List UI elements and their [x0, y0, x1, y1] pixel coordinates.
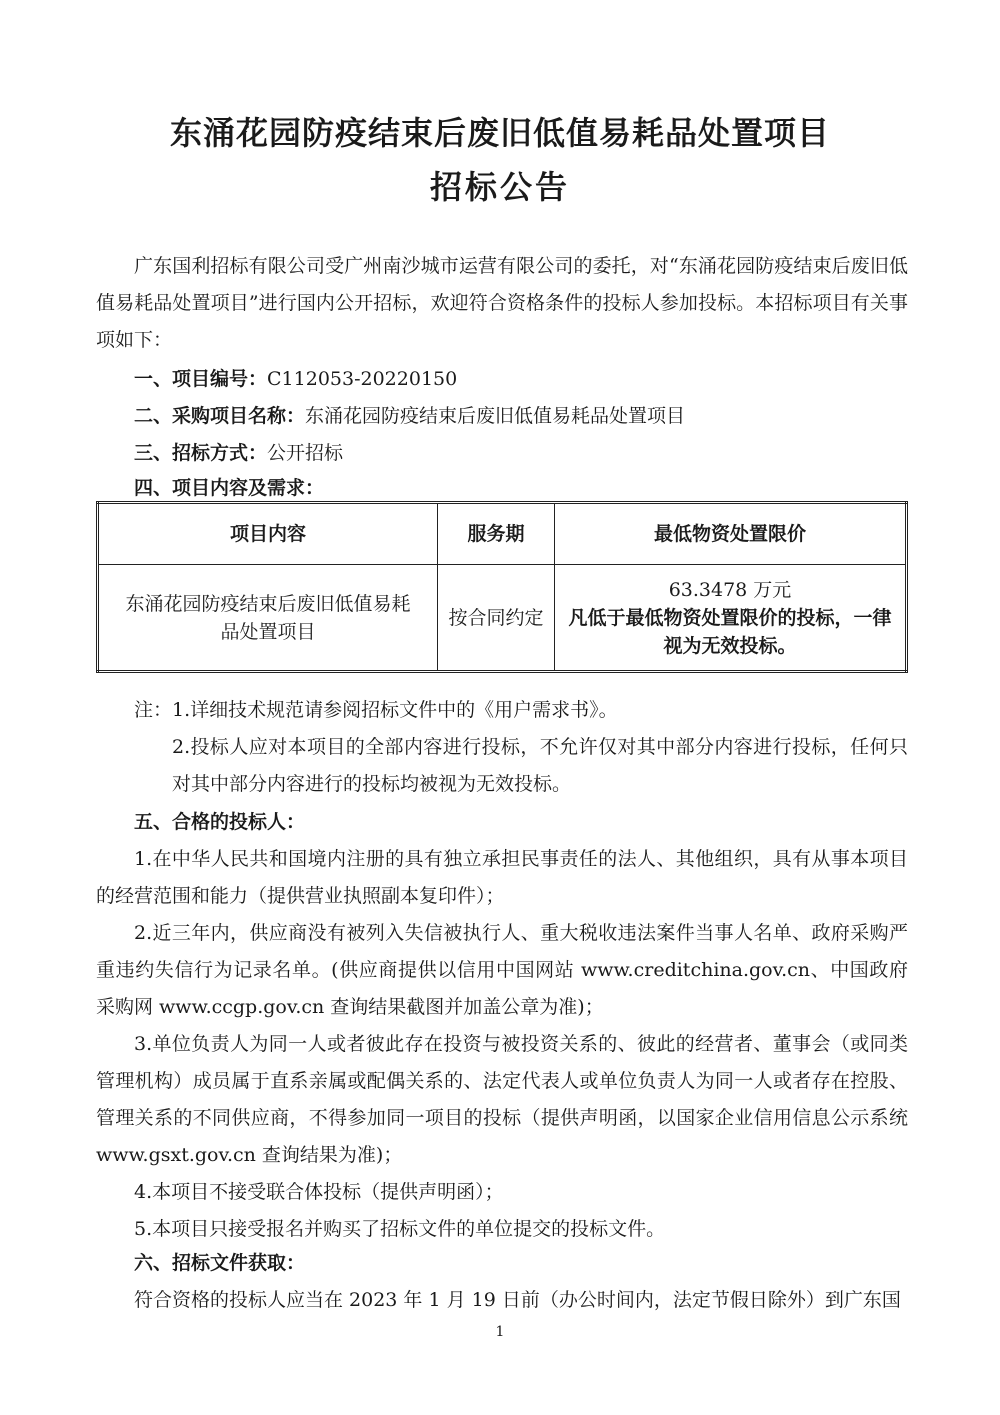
- requirements-table: [96, 501, 908, 673]
- acquisition-text: 符合资格的投标人应当在 2023 年 1 月 19 日前（办公时间内，法定节假日除外）到广东国: [134, 1289, 901, 1311]
- table-header-row: [98, 503, 907, 565]
- section-label: 三、招标方式：: [134, 442, 268, 464]
- table-header: 服务期: [438, 503, 555, 565]
- note-2: 2.投标人应对本项目的全部内容进行投标，不允许仅对其中部分内容进行投标，任何只对其中部分内容进行的投标均被视为无效投标。: [172, 736, 908, 795]
- qualification-5: 5.本项目只接受报名并购买了招标文件的单位提交的投标文件。: [134, 1218, 666, 1240]
- section-bid-method: [134, 438, 343, 465]
- document-title: 东涌花园防疫结束后废旧低值易耗品处置项目: [169, 114, 830, 152]
- price-limit-amount: 63.3478 万元: [668, 578, 792, 601]
- bid-method: 公开招标: [267, 442, 344, 464]
- section-qualified-bidders: 五、合格的投标人：: [134, 811, 306, 833]
- section-project-name: [134, 401, 685, 428]
- section-label: 二、采购项目名称：: [134, 405, 306, 427]
- table-cell: [555, 565, 907, 672]
- table-header: 项目内容: [98, 503, 438, 565]
- project-name: 东涌花园防疫结束后废旧低值易耗品处置项目: [305, 405, 686, 427]
- page-number: 1: [495, 1324, 505, 1340]
- section-label: 一、项目编号：: [134, 368, 268, 390]
- intro-paragraph: 广东国利招标有限公司受广州南沙城市运营有限公司的委托，对“东涌花园防疫结束后废旧低值易耗品处置项目”进行国内公开招标，欢迎符合资格条件的投标人参加投标。本招标项目有关事项如下：: [96, 255, 908, 351]
- project-number: C112053-20220150: [267, 368, 458, 390]
- table-row: [98, 565, 907, 672]
- section-project-requirements: 四、项目内容及需求：: [134, 477, 325, 499]
- qualification-1: 1.在中华人民共和国境内注册的具有独立承担民事责任的法人、其他组织，具有从事本项目的经营范围和能力（提供营业执照副本复印件）；: [96, 848, 908, 907]
- table-cell: 东涌花园防疫结束后废旧低值易耗品处置项目: [98, 565, 438, 672]
- table-header: 最低物资处置限价: [555, 503, 907, 565]
- qualification-4: 4.本项目不接受联合体投标（提供声明函）；: [134, 1181, 504, 1203]
- document-subtitle: 招标公告: [429, 168, 570, 206]
- table-cell: 按合同约定: [438, 565, 555, 672]
- qualification-3: 3.单位负责人为同一人或者彼此存在投资与被投资关系的、彼此的经营者、董事会（或同类管理机构）成员属于直系亲属或配偶关系的、法定代表人或单位负责人为同一人或者存在控股、管理关系的不同供应商，不得参加同一项目的投标（提供声明函，以国家企业信用信息公示系统 www.gsxt.gov.cn 查询结果为准)；: [96, 1033, 908, 1166]
- price-limit-note: 凡低于最低物资处置限价的投标，一律视为无效投标。: [568, 606, 892, 657]
- section-project-number: [134, 364, 457, 391]
- note-1: 注：1.详细技术规范请参阅招标文件中的《用户需求书》。: [134, 699, 618, 721]
- section-document-acquisition: 六、招标文件获取：: [134, 1252, 306, 1274]
- qualification-2: 2.近三年内，供应商没有被列入失信被执行人、重大税收违法案件当事人名单、政府采购严重违约失信行为记录名单。(供应商提供以信用中国网站 www.creditchina.gov.cn、中国政府采购网 www.ccgp.gov.cn 查询结果截图并加盖公章为准)；: [96, 922, 908, 1018]
